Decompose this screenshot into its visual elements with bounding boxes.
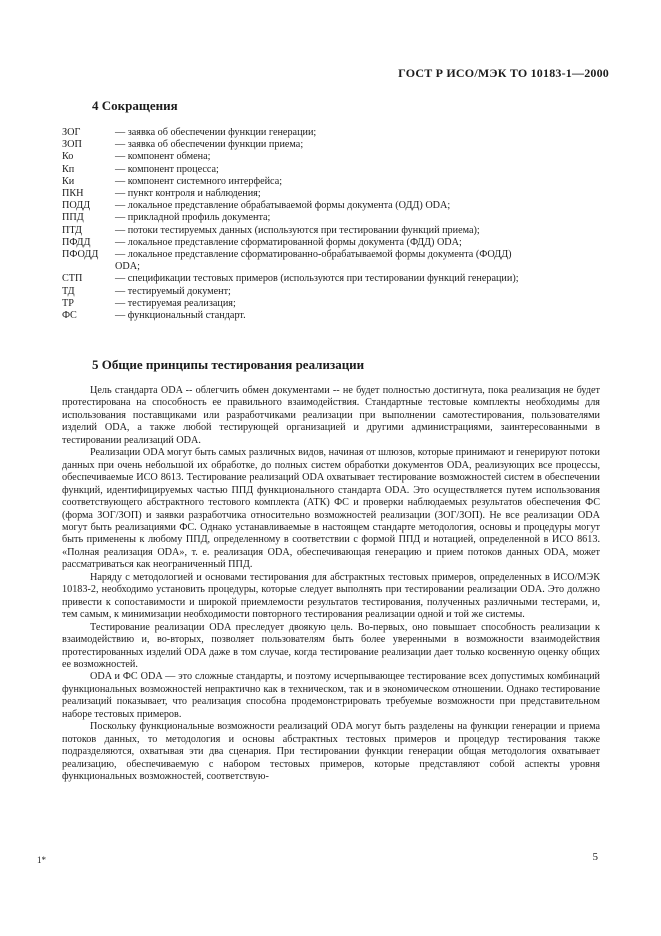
abbreviation-row (62, 151, 610, 163)
abbreviation-term: ПКН (62, 188, 84, 200)
abbreviation-definition: — прикладной профиль документа; (115, 212, 271, 224)
standard-header: ГОСТ Р ИСО/МЭК ТО 10183-1—2000 (398, 66, 609, 80)
abbreviation-term: ЗОГ (62, 127, 81, 138)
abbreviation-term: ПОДД (62, 200, 91, 212)
abbreviation-row (62, 310, 610, 322)
abbreviation-row (62, 286, 610, 298)
body-paragraph: Наряду с методологией и основами тестирования для абстрактных тестовых примеров, определенных в ИСО/МЭК 10183-2, необходимо установить процедуры, которые следует выполнять при тестировании реализации ODA. Это должно привести к сопоставимости и широкой приемлемости результатов тестирования, полученных различными тестерами, и, тем самым, к минимизации необходимости повторного тестирования реализации одной и той же системы. (62, 571, 600, 621)
abbreviation-term: Ки (62, 175, 75, 187)
abbreviation-term: ТД (62, 285, 75, 297)
abbreviation-definition: — тестируемая реализация; (115, 297, 236, 309)
abbreviation-term: ППД (62, 212, 84, 224)
section-5-title: 5 Общие принципы тестирования реализации (92, 357, 365, 372)
abbreviation-row (62, 164, 610, 176)
abbreviation-term: ФС (62, 310, 77, 322)
abbreviation-definition: — функциональный стандарт. (115, 310, 246, 322)
body-paragraph: Реализации ODA могут быть самых различных видов, начиная от шлюзов, которые принимают и генерируют потоки данных при очень небольшой их обработке, до полных систем обработки документов ODA, реализующих все процессы, обеспечиваемые ИСО 8613. Тестирование реализаций ODA охватывает тестирование возможностей систем в обеспечении функций, идентифицируемых частью ППД функционального стандарта ODA. Это осуществляется путем использования соответствующего абстрактного тестового комплекта (АТК) ФС и проверки наблюдаемых результатов обеспечения ФС (форма ЗОГ/ЗОП) и заявки разработчика относительно возможностей реализации (ЗОГ/ЗОП). Не все реализации ODA могут быть реализациями ФС. Однако устанавливаемые в настоящем стандарте методология, основы и процедуры могут быть применены к любому ППД, определенному в соответствии с формой ППД и нотацией, определенной в ИСО 8613. «Полная реализация ODA», т. е. реализация ODA, обеспечивающая генерацию и прием потоков данных ODA, может рассматриваться как неограниченный ППД. (62, 447, 600, 571)
abbreviation-definition: — пункт контроля и наблюдения; (115, 188, 261, 200)
abbreviation-row (62, 127, 610, 139)
abbreviation-definition: — заявка об обеспечении функции генерации; (115, 127, 317, 138)
abbreviation-row (62, 176, 610, 188)
abbreviations-list (62, 127, 610, 322)
abbreviation-definition: — тестируемый документ; (115, 285, 231, 297)
body-paragraph: ODA и ФС ODA — это сложные стандарты, и поэтому исчерпывающее тестирование всех допустимых комбинаций функциональных возможностей непрактично как в техническом, так и в экономическом отношении. Однако тестирование реализаций показывает, что реализация способна продемонстрировать требуемые возможности при представительном наборе тестовых примеров. (62, 671, 600, 720)
abbreviation-term: ЗОП (62, 139, 82, 151)
abbreviation-term: ТР (62, 297, 74, 309)
abbreviation-term: СТП (62, 273, 83, 285)
abbreviation-term: Кп (62, 163, 75, 175)
abbreviation-row (62, 298, 610, 310)
abbreviation-row (62, 200, 610, 212)
abbreviation-definition: — заявка об обеспечении функции приема; (115, 139, 304, 151)
footer-mark: 1* (37, 855, 46, 865)
section-4-title: 4 Сокращения (92, 98, 178, 113)
abbreviation-definition: — компонент обмена; (115, 151, 211, 163)
abbreviation-term: ПТД (62, 224, 82, 236)
section-5-body (62, 385, 600, 784)
abbreviation-row (62, 249, 610, 261)
abbreviation-row (62, 237, 610, 249)
abbreviation-definition: — локальное представление сформатированной формы документа (ФДД) ODA; (115, 236, 462, 248)
abbreviation-definition: — локальное представление обрабатываемой формы документа (ОДД) ODA; (115, 200, 451, 212)
page-number: 5 (592, 851, 598, 863)
body-paragraph: Тестирование реализации ODA преследует двоякую цель. Во-первых, оно повышает способность реализации к взаимодействию и, во-вторых, позволяет пользователям быть более уверенными в возможности взаимодействия протестированных изделий ODA даже в том случае, когда тестирование реализации дает только косвенную оценку общих ее возможностей. (62, 621, 600, 670)
abbreviation-row (62, 139, 610, 151)
abbreviation-row (62, 212, 610, 224)
body-paragraph: Цель стандарта ODA -- облегчить обмен документами -- не будет полностью достигнута, пока реализация не будет протестирована на способность ее правильного взаимодействия. Стандартные тестовые комплекты необходимы для использования поставщиками или разработчиками реализации при выполнении самотестирования, пользователями изделий ODA, а также любой тестирующей организацией и другими администрациями, заинтересованными в тестировании реализаций ODA. (62, 385, 600, 446)
abbreviation-definition: — компонент процесса; (115, 163, 219, 175)
abbreviation-definition: — потоки тестируемых данных (используются при тестировании функций приема); (115, 224, 480, 236)
abbreviation-term: ПФОДД (62, 249, 99, 261)
body-paragraph: Поскольку функциональные возможности реализаций ODA могут быть разделены на функции генерации и приема потоков данных, то методология и основы абстрактных тестовых примеров и процедур тестирования также подразделяются, охватывая эти два сценария. При тестировании функции генерации общая методология охватывает реализацию, обеспечиваемую с набором тестовых примеров, которые представляют собой аспекты уровня функциональных возможностей, соответствую- (62, 721, 600, 783)
abbreviation-definition-continued: ODA; (115, 261, 140, 273)
abbreviation-term: Ко (62, 151, 74, 163)
abbreviation-row (62, 188, 610, 200)
abbreviation-row (62, 273, 610, 285)
abbreviation-term: ПФДД (62, 236, 91, 248)
abbreviation-row (62, 225, 610, 237)
abbreviation-definition: — спецификации тестовых примеров (используются при тестировании функций генерации); (115, 273, 519, 285)
abbreviation-definition: — локальное представление сформатированно-обрабатываемой формы документа (ФОДД) (115, 249, 512, 261)
abbreviation-definition: — компонент системного интерфейса; (115, 175, 283, 187)
